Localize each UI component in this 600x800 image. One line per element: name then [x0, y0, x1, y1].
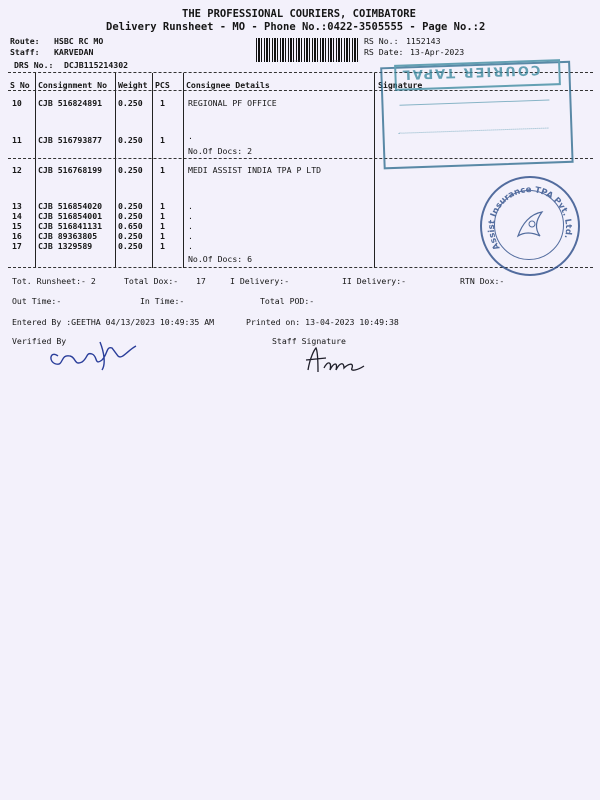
- row-consignee: REGIONAL PF OFFICE: [188, 98, 277, 108]
- staff-label: Staff:: [10, 47, 40, 57]
- i-delivery: I Delivery:-: [230, 276, 290, 286]
- row-weight: 0.250: [118, 165, 143, 175]
- printed-on: Printed on: 13-04-2023 10:49:38: [246, 317, 399, 327]
- col-pcs: PCS: [155, 80, 170, 90]
- route-label: Route:: [10, 36, 40, 46]
- row-consignee: .: [188, 231, 193, 241]
- row-weight: 0.650: [118, 221, 143, 231]
- col-divider: [183, 73, 184, 268]
- row-consignment: CJB 89363805: [38, 231, 98, 241]
- row-pcs: 1: [160, 135, 165, 145]
- rs-no-value: 1152143: [406, 36, 441, 46]
- col-divider: [115, 73, 116, 268]
- stamp-emblem-icon: [512, 206, 548, 242]
- row-pcs: 1: [160, 231, 165, 241]
- row-consignment: CJB 516854020: [38, 201, 103, 211]
- docs-count-group2: No.Of Docs: 6: [188, 254, 253, 264]
- row-sno: 14: [12, 211, 22, 221]
- ii-delivery: II Delivery:-: [342, 276, 407, 286]
- tot-runsheet: Tot. Runsheet:- 2: [12, 276, 96, 286]
- row-sno: 11: [12, 135, 22, 145]
- total-dox-label: Total Dox:-: [124, 276, 179, 286]
- row-consignee: MEDI ASSIST INDIA TPA P LTD: [188, 165, 322, 175]
- row-consignment: CJB 516793877: [38, 135, 103, 145]
- drs-label: DRS No.:: [14, 60, 54, 70]
- row-sno: 17: [12, 241, 22, 251]
- row-consignee: .: [188, 131, 193, 141]
- rs-date-label: RS Date:: [364, 47, 404, 57]
- col-divider: [35, 73, 36, 268]
- row-sno: 16: [12, 231, 22, 241]
- row-weight: 0.250: [118, 231, 143, 241]
- total-dox-value: 17: [196, 276, 206, 286]
- row-sno: 10: [12, 98, 22, 108]
- row-pcs: 1: [160, 165, 165, 175]
- total-pod: Total POD:-: [260, 296, 315, 306]
- docs-count-group1: No.Of Docs: 2: [188, 146, 253, 156]
- rs-no-label: RS No.:: [364, 36, 399, 46]
- row-weight: 0.250: [118, 98, 143, 108]
- col-consignment: Consignment No: [38, 80, 108, 90]
- row-sno: 12: [12, 165, 22, 175]
- col-sno: S No: [10, 80, 30, 90]
- rtn-dox: RTN Dox:-: [460, 276, 505, 286]
- col-consignee: Consignee Details: [186, 80, 270, 90]
- row-consignee: .: [188, 221, 193, 231]
- row-weight: 0.250: [118, 135, 143, 145]
- col-signature: Signature: [378, 80, 423, 90]
- courier-stamp-text: COURIER TAPAL: [400, 61, 541, 82]
- row-pcs: 1: [160, 221, 165, 231]
- out-time: Out Time:-: [12, 296, 62, 306]
- row-consignment: CJB 516824891: [38, 98, 103, 108]
- in-time: In Time:-: [140, 296, 185, 306]
- row-consignee: .: [188, 201, 193, 211]
- entered-by: Entered By :GEETHA 04/13/2023 10:49:35 AM: [12, 317, 215, 327]
- staff-signature-label: Staff Signature: [272, 336, 346, 346]
- row-consignee: .: [188, 211, 193, 221]
- staff-value: KARVEDAN: [54, 47, 94, 57]
- row-sno: 15: [12, 221, 22, 231]
- row-weight: 0.250: [118, 241, 143, 251]
- round-company-stamp: [480, 176, 580, 276]
- row-consignment: CJB 516768199: [38, 165, 103, 175]
- drs-value: DCJB115214302: [64, 60, 129, 70]
- staff-signature: [300, 344, 380, 376]
- row-consignment: CJB 516841131: [38, 221, 103, 231]
- col-weight: Weight: [118, 80, 148, 90]
- row-pcs: 1: [160, 201, 165, 211]
- col-divider: [152, 73, 153, 268]
- verified-by: Verified By: [12, 336, 67, 346]
- rs-date-value: 13-Apr-2023: [410, 47, 465, 57]
- row-consignment: CJB 1329589: [38, 241, 93, 251]
- barcode: [256, 38, 360, 62]
- row-consignee: .: [188, 241, 193, 251]
- runsheet-subtitle: Delivery Runsheet - MO - Phone No.:0422-3505555 - Page No.:2: [106, 21, 486, 33]
- verified-signature: [40, 334, 150, 374]
- row-pcs: 1: [160, 241, 165, 251]
- row-consignment: CJB 516854001: [38, 211, 103, 221]
- route-value: HSBC RC MO: [54, 36, 104, 46]
- round-stamp-text: Assist Insurance TPA Pvt. Ltd.: [486, 185, 574, 252]
- row-weight: 0.250: [118, 201, 143, 211]
- company-title: THE PROFESSIONAL COURIERS, COIMBATORE: [182, 8, 416, 20]
- row-pcs: 1: [160, 98, 165, 108]
- row-pcs: 1: [160, 211, 165, 221]
- row-sno: 13: [12, 201, 22, 211]
- courier-tapal-stamp: [370, 54, 586, 181]
- row-weight: 0.250: [118, 211, 143, 221]
